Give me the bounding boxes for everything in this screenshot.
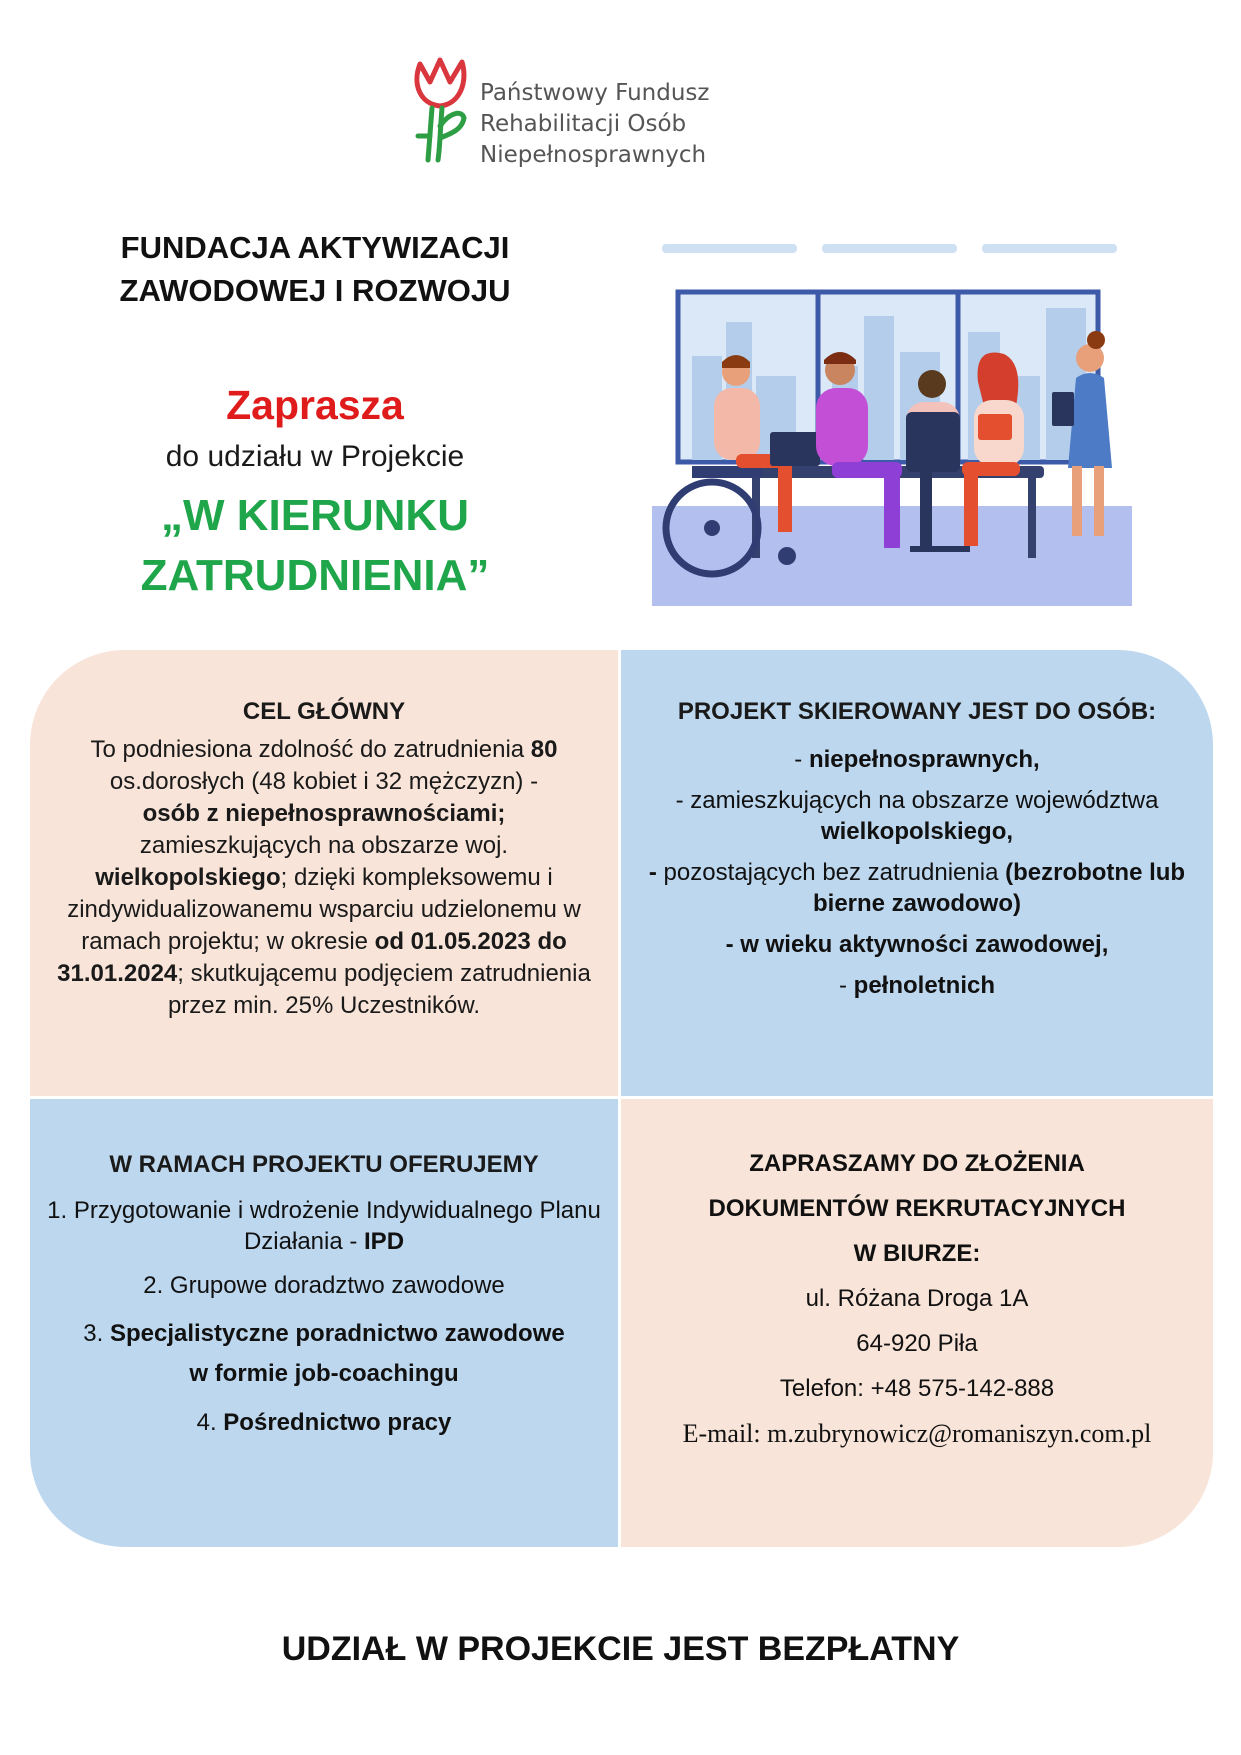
- tulip-logo-icon: [410, 52, 470, 167]
- target-group-panel: [621, 650, 1213, 1096]
- logo-line-3: Niepełnosprawnych: [480, 142, 707, 168]
- target-item-unemployed-status: (bezrobotne lub bierne zawodowo): [812, 859, 1186, 917]
- offer-item-job-placement-text: Pośrednictwo pracy: [223, 1409, 452, 1436]
- target-group-title: PROJEKT SKIEROWANY JEST DO OSÓB:: [677, 698, 1157, 725]
- target-item-adults: [631, 970, 1203, 1001]
- pfron-logo: [410, 52, 720, 172]
- offer-item-ipd: [40, 1195, 608, 1257]
- goal-target-group: osób z niepełnosprawnościami;: [142, 800, 506, 827]
- offer-item-job-placement: [40, 1407, 608, 1438]
- offer-item-number: 3.: [83, 1320, 110, 1347]
- logo-line-2: Rehabilitacji Osób: [480, 111, 687, 137]
- org-name-line-1: FUNDACJA AKTYWIZACJI: [120, 230, 510, 265]
- main-goal-text: [44, 734, 604, 1022]
- info-panels: [30, 650, 1213, 1547]
- offer-item-group-counseling: 2. Grupowe doradztwo zawodowe: [143, 1272, 505, 1299]
- main-goal-panel: [30, 650, 618, 1096]
- invite-subheading: do udziału w Projekcie: [165, 440, 465, 473]
- logo-text: [480, 78, 709, 171]
- target-item-unemployed-text: pozostających bez zatrudnienia: [656, 859, 1006, 886]
- target-item-dash: -: [794, 746, 809, 773]
- free-participation-note: UDZIAŁ W PROJEKCIE JEST BEZPŁATNY: [281, 1630, 960, 1668]
- target-item-adults-text: pełnoletnich: [853, 972, 995, 999]
- offer-item-job-coaching: [40, 1314, 608, 1394]
- contact-city: 64-920 Piła: [856, 1330, 978, 1357]
- offer-list: [40, 1195, 608, 1451]
- logo-line-1: Państwowy Fundusz: [480, 80, 710, 106]
- target-item-disabled-text: niepełnosprawnych,: [808, 746, 1040, 773]
- target-item-disabled: [631, 744, 1203, 775]
- offer-item-ipd-text: 1. Przygotowanie i wdrożenie Indywidualnego Planu Działania -: [47, 1197, 601, 1255]
- offer-item-ipd-abbr: IPD: [364, 1228, 405, 1255]
- target-item-working-age: [631, 929, 1203, 960]
- goal-period: od 01.05.2023 do 31.01.2024: [57, 928, 567, 987]
- invite-heading: Zaprasza: [226, 382, 404, 428]
- main-goal-title: CEL GŁÓWNY: [242, 698, 406, 725]
- project-name-line-1: „W KIERUNKU: [161, 491, 469, 540]
- target-item-region: wielkopolskiego,: [820, 818, 1014, 845]
- project-name-line-2: ZATRUDNIENIA”: [140, 551, 490, 600]
- goal-text-part-4: ; dzięki kompleksowemu i zindywidualizowanemu wsparciu udzielonemu w ramach projektu; w okresie: [67, 864, 581, 955]
- goal-text-part-2: os.dorosłych (48 kobiet i 32 mężczyzn) -: [109, 768, 539, 795]
- target-item-dash: -: [648, 859, 657, 886]
- contact-title-2-text: DOKUMENTÓW REKRUTACYJNYCH: [708, 1195, 1126, 1222]
- goal-region: wielkopolskiego: [95, 864, 281, 891]
- contact-title-3-text: W BIURZE:: [853, 1240, 981, 1267]
- target-item-residence-text: - zamieszkujących na obszarze województwa: [675, 787, 1159, 814]
- contact-panel: [621, 1099, 1213, 1547]
- goal-text-part-3: zamieszkujących na obszarze woj.: [139, 832, 509, 859]
- project-name: [60, 486, 570, 606]
- offer-item-job-coaching-text: Specjalistyczne poradnictwo zawodowe: [109, 1320, 565, 1347]
- target-item-dash: -: [838, 972, 854, 999]
- offer-item-job-coaching-form: w formie job-coachingu: [189, 1360, 459, 1387]
- target-item-residence: [631, 785, 1203, 847]
- contact-title-1: [621, 1141, 1213, 1186]
- goal-text-part-5: ; skutkującemu podjęciem zatrudnienia przez min. 25% Uczestników.: [167, 960, 591, 1019]
- organization-name: [60, 226, 570, 312]
- offer-title: W RAMACH PROJEKTU OFERUJEMY: [109, 1151, 539, 1178]
- contact-email: E-mail: m.zubrynowicz@romaniszyn.com.pl: [682, 1419, 1152, 1448]
- contact-title-3: [621, 1231, 1213, 1276]
- target-item-working-age-text: - w wieku aktywności zawodowej,: [725, 931, 1109, 958]
- contact-title-2: [621, 1186, 1213, 1231]
- org-name-line-2: ZAWODOWEJ I ROZWOJU: [119, 273, 511, 308]
- offer-panel: [30, 1099, 618, 1547]
- goal-text-part-1: To podniesiona zdolność do zatrudnienia: [90, 736, 531, 763]
- contact-street: ul. Różana Droga 1A: [805, 1285, 1029, 1312]
- offer-item-number: 4.: [196, 1409, 224, 1436]
- contact-block: [621, 1141, 1213, 1456]
- target-group-list: [631, 744, 1203, 1011]
- meeting-illustration-icon: [652, 236, 1132, 606]
- target-item-unemployed: [631, 857, 1203, 919]
- contact-title-1-text: ZAPRASZAMY DO ZŁOŻENIA: [749, 1150, 1085, 1177]
- contact-phone: Telefon: +48 575-142-888: [779, 1375, 1055, 1402]
- goal-count: 80: [530, 736, 558, 763]
- office-meeting-illustration: [652, 236, 1132, 606]
